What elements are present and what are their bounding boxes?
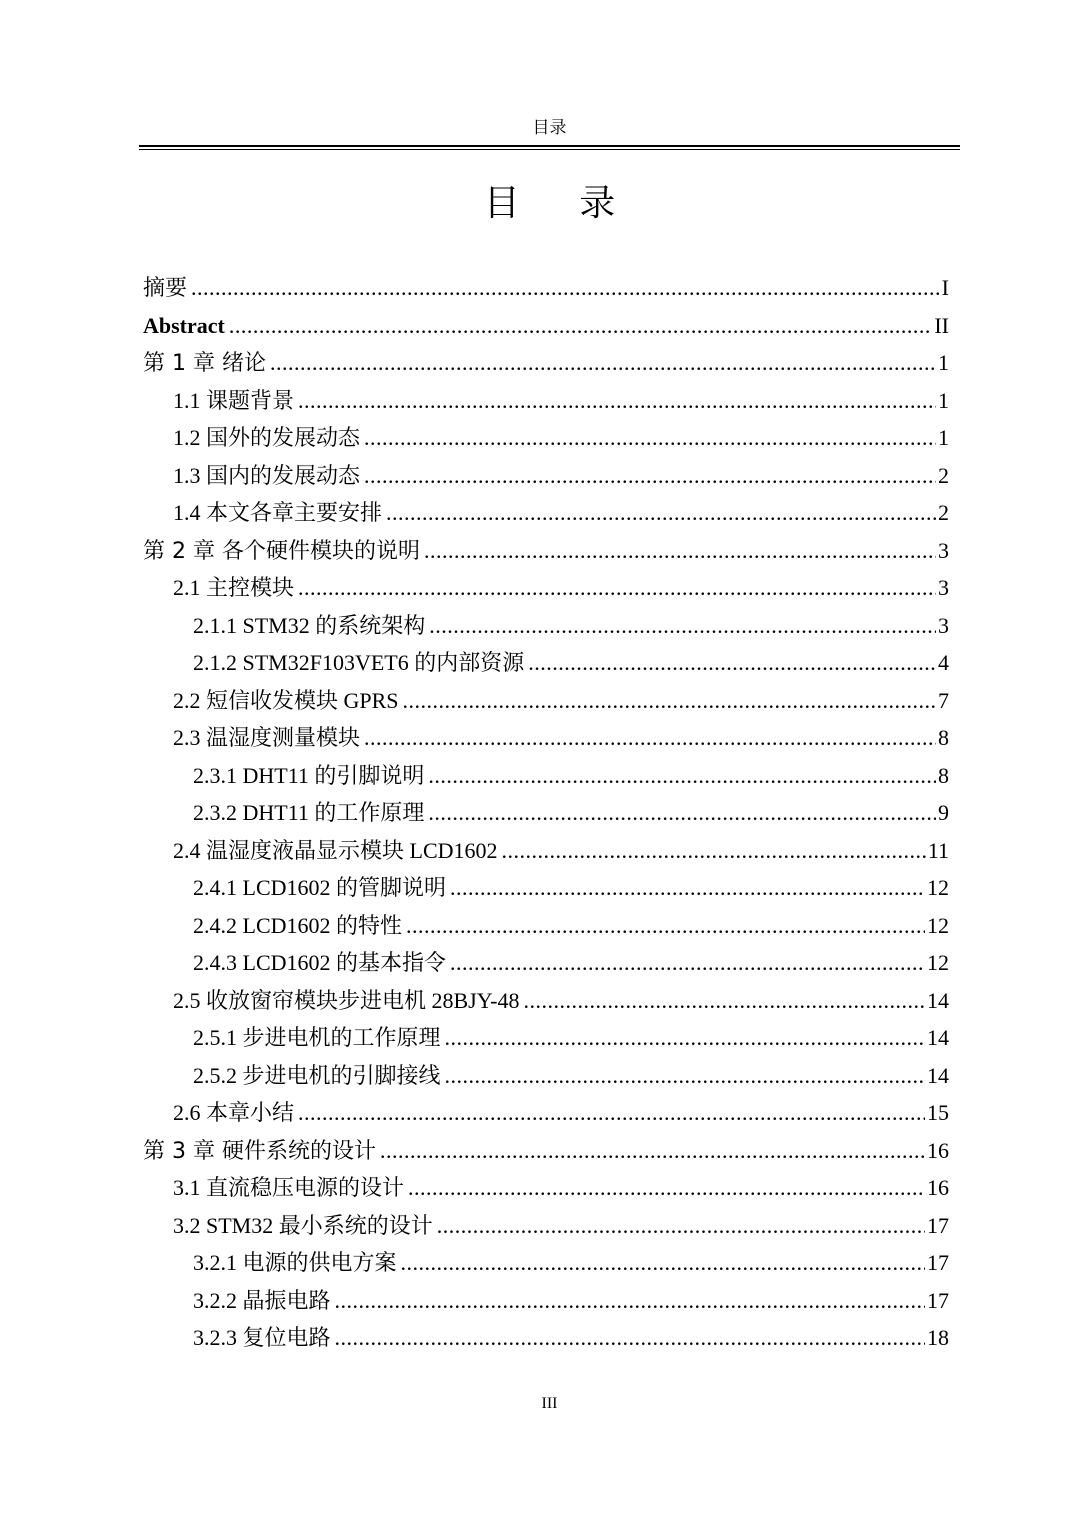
toc-entry[interactable] bbox=[143, 494, 949, 532]
page-number: III bbox=[541, 1395, 558, 1412]
toc-dot-leader bbox=[335, 1319, 925, 1357]
toc-dot-leader bbox=[298, 382, 936, 420]
toc-dot-leader bbox=[229, 307, 932, 345]
toc-entry-label: 第 3 章 硬件系统的设计 bbox=[143, 1138, 376, 1164]
toc-entry-label: 2.5.1 步进电机的工作原理 bbox=[193, 1025, 441, 1050]
toc-entry-page: 12 bbox=[927, 912, 949, 938]
toc-dot-leader bbox=[191, 269, 940, 307]
toc-entry[interactable] bbox=[143, 607, 949, 645]
toc-entry-page: 3 bbox=[938, 575, 949, 600]
table-of-contents bbox=[143, 269, 949, 1357]
toc-dot-leader bbox=[364, 457, 936, 495]
toc-dot-leader bbox=[428, 794, 936, 832]
toc-dot-leader bbox=[445, 1019, 925, 1057]
toc-entry[interactable] bbox=[143, 757, 949, 795]
toc-entry[interactable] bbox=[143, 869, 949, 907]
toc-entry[interactable] bbox=[143, 457, 949, 495]
toc-entry-page: 2 bbox=[938, 500, 949, 525]
toc-entry[interactable] bbox=[143, 644, 949, 682]
toc-entry-label: 1.1 课题背景 bbox=[173, 387, 295, 413]
toc-entry-page: 12 bbox=[927, 875, 949, 900]
toc-title: 目 录 bbox=[483, 183, 640, 224]
toc-entry-page: 3 bbox=[938, 612, 949, 638]
toc-entry-label: 2.4.2 LCD1602 的特性 bbox=[193, 912, 403, 938]
toc-entry[interactable] bbox=[143, 1094, 949, 1132]
toc-dot-leader bbox=[364, 719, 936, 757]
toc-entry-page: 14 bbox=[927, 1025, 949, 1050]
toc-entry[interactable] bbox=[143, 419, 949, 457]
header-rule-thick bbox=[139, 145, 960, 147]
toc-entry-label: 2.1 主控模块 bbox=[173, 575, 295, 600]
toc-entry[interactable] bbox=[143, 982, 949, 1020]
toc-entry-page: 7 bbox=[938, 687, 949, 713]
toc-entry[interactable] bbox=[143, 569, 949, 607]
toc-dot-leader bbox=[528, 644, 936, 682]
toc-entry-label: 2.3.2 DHT11 的工作原理 bbox=[193, 800, 425, 825]
toc-entry-page: 11 bbox=[927, 837, 949, 863]
toc-entry-page: 14 bbox=[927, 1062, 949, 1088]
toc-entry[interactable] bbox=[143, 1244, 949, 1282]
toc-entry-page: 17 bbox=[927, 1250, 949, 1275]
toc-entry-label: 2.5.2 步进电机的引脚接线 bbox=[193, 1062, 441, 1088]
toc-entry[interactable] bbox=[143, 269, 949, 307]
toc-entry-label: 2.2 短信收发模块 GPRS bbox=[173, 687, 399, 713]
toc-dot-leader bbox=[502, 832, 926, 870]
toc-entry-page: 16 bbox=[927, 1175, 949, 1200]
toc-dot-leader bbox=[408, 1169, 925, 1207]
toc-entry-label: 第 1 章 绪论 bbox=[143, 351, 266, 376]
toc-dot-leader bbox=[429, 607, 936, 645]
running-header: 目录 bbox=[532, 118, 567, 138]
toc-entry-label: 2.4.1 LCD1602 的管脚说明 bbox=[193, 875, 447, 900]
toc-dot-leader bbox=[386, 494, 936, 532]
toc-entry-page: 8 bbox=[938, 762, 949, 788]
header-rule-thin bbox=[139, 149, 960, 150]
toc-entry-page: 17 bbox=[927, 1212, 949, 1238]
toc-entry-label: 2.3 温湿度测量模块 bbox=[173, 725, 361, 750]
toc-entry[interactable] bbox=[143, 1057, 949, 1095]
toc-dot-leader bbox=[437, 1207, 925, 1245]
toc-entry-page: 16 bbox=[927, 1137, 949, 1163]
toc-entry-page: 15 bbox=[927, 1100, 949, 1125]
toc-entry-label: 2.4 温湿度液晶显示模块 LCD1602 bbox=[173, 837, 498, 863]
toc-entry-page: 2 bbox=[938, 462, 949, 488]
toc-dot-leader bbox=[524, 982, 925, 1020]
toc-entry-label: 第 2 章 各个硬件模块的说明 bbox=[143, 538, 420, 564]
toc-dot-leader bbox=[428, 757, 936, 795]
toc-entry-page: 14 bbox=[927, 987, 949, 1013]
toc-entry-label: 2.5 收放窗帘模块步进电机 28BJY-48 bbox=[173, 987, 520, 1013]
toc-entry-page: I bbox=[941, 275, 949, 300]
toc-entry[interactable] bbox=[143, 307, 949, 345]
toc-entry-label: Abstract bbox=[143, 312, 225, 338]
toc-dot-leader bbox=[364, 419, 936, 457]
toc-entry[interactable] bbox=[143, 1169, 949, 1207]
toc-dot-leader bbox=[450, 944, 925, 982]
toc-entry[interactable] bbox=[143, 344, 949, 382]
toc-entry-label: 2.1.1 STM32 的系统架构 bbox=[193, 612, 426, 638]
toc-entry-label: 摘要 bbox=[143, 276, 188, 301]
toc-entry-label: 2.3.1 DHT11 的引脚说明 bbox=[193, 762, 425, 788]
toc-entry[interactable] bbox=[143, 532, 949, 570]
toc-dot-leader bbox=[335, 1282, 925, 1320]
toc-entry-label: 1.4 本文各章主要安排 bbox=[173, 500, 383, 525]
toc-entry-label: 3.2.2 晶振电路 bbox=[193, 1287, 331, 1313]
toc-entry-label: 2.6 本章小结 bbox=[173, 1100, 295, 1125]
toc-entry[interactable] bbox=[143, 1207, 949, 1245]
toc-entry[interactable] bbox=[143, 794, 949, 832]
toc-entry[interactable] bbox=[143, 682, 949, 720]
toc-entry-page: 1 bbox=[938, 425, 949, 450]
toc-dot-leader bbox=[380, 1132, 925, 1170]
toc-entry-label: 2.1.2 STM32F103VET6 的内部资源 bbox=[193, 650, 525, 675]
toc-entry-label: 2.4.3 LCD1602 的基本指令 bbox=[193, 950, 447, 975]
toc-dot-leader bbox=[298, 1094, 925, 1132]
toc-entry-label: 3.1 直流稳压电源的设计 bbox=[173, 1175, 405, 1200]
toc-entry-page: 1 bbox=[938, 350, 949, 375]
toc-entry[interactable] bbox=[143, 382, 949, 420]
toc-entry-page: II bbox=[934, 312, 949, 338]
toc-entry-label: 3.2.1 电源的供电方案 bbox=[193, 1250, 397, 1275]
toc-entry-page: 1 bbox=[938, 387, 949, 413]
toc-dot-leader bbox=[424, 532, 936, 570]
toc-entry[interactable] bbox=[143, 719, 949, 757]
toc-entry[interactable] bbox=[143, 1019, 949, 1057]
toc-entry-label: 1.3 国内的发展动态 bbox=[173, 462, 361, 488]
toc-entry[interactable] bbox=[143, 1282, 949, 1320]
toc-entry-page: 18 bbox=[927, 1325, 949, 1350]
toc-entry-label: 3.2 STM32 最小系统的设计 bbox=[173, 1212, 433, 1238]
toc-dot-leader bbox=[445, 1057, 925, 1095]
toc-dot-leader bbox=[406, 907, 925, 945]
toc-dot-leader bbox=[270, 344, 936, 382]
toc-entry-label: 1.2 国外的发展动态 bbox=[173, 425, 361, 450]
toc-dot-leader bbox=[298, 569, 936, 607]
toc-entry-page: 12 bbox=[927, 950, 949, 975]
toc-entry-label: 3.2.3 复位电路 bbox=[193, 1325, 331, 1350]
toc-entry[interactable] bbox=[143, 944, 949, 982]
toc-entry-page: 17 bbox=[927, 1287, 949, 1313]
toc-dot-leader bbox=[450, 869, 925, 907]
toc-entry[interactable] bbox=[143, 907, 949, 945]
toc-entry[interactable] bbox=[143, 1319, 949, 1357]
toc-entry[interactable] bbox=[143, 832, 949, 870]
toc-entry-page: 4 bbox=[938, 650, 949, 675]
toc-entry[interactable] bbox=[143, 1132, 949, 1170]
toc-entry-page: 9 bbox=[938, 800, 949, 825]
toc-entry-page: 8 bbox=[938, 725, 949, 750]
toc-entry-page: 3 bbox=[938, 537, 949, 563]
toc-dot-leader bbox=[401, 1244, 925, 1282]
toc-dot-leader bbox=[403, 682, 936, 720]
